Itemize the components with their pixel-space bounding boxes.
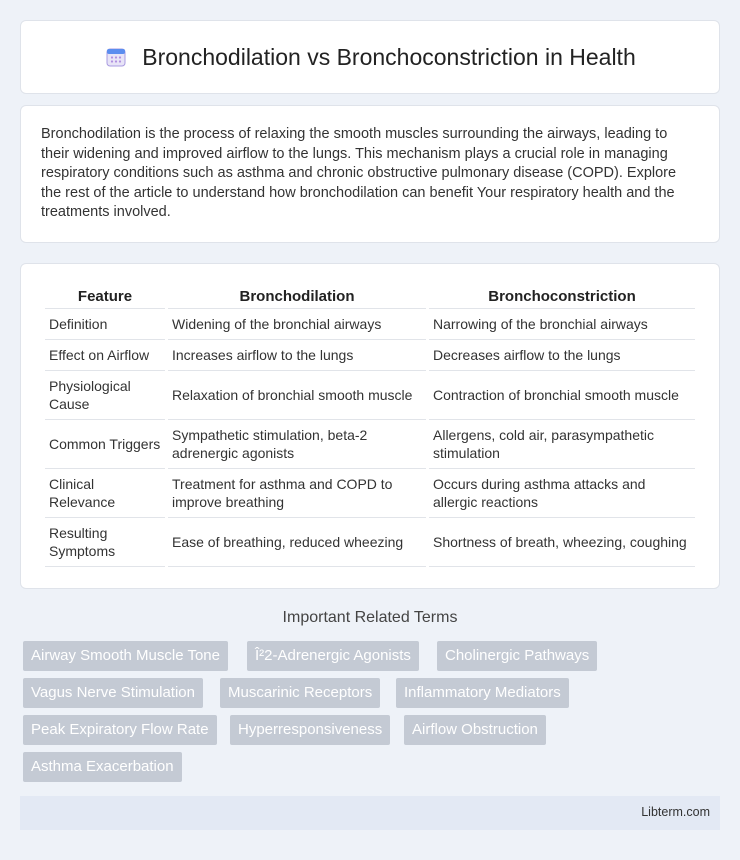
related-term-tag[interactable]: Hyperresponsiveness — [230, 715, 390, 745]
table-cell: Allergens, cold air, parasympathetic stimulation — [429, 420, 695, 469]
table-cell: Effect on Airflow — [45, 340, 165, 371]
table-cell: Clinical Relevance — [45, 469, 165, 518]
table-cell: Sympathetic stimulation, beta-2 adrenergic agonists — [168, 420, 426, 469]
table-row — [45, 340, 695, 371]
related-term-tag[interactable]: Airway Smooth Muscle Tone — [23, 641, 228, 671]
related-terms-title: Important Related Terms — [282, 609, 458, 626]
table-cell: Physiological Cause — [45, 371, 165, 420]
table-cell: Treatment for asthma and COPD to improve breathing — [168, 469, 426, 518]
table-cell: Widening of the bronchial airways — [168, 309, 426, 340]
comparison-table — [42, 286, 698, 567]
page-title: Bronchodilation vs Bronchoconstriction in Health — [142, 43, 636, 70]
related-term-tag[interactable]: Asthma Exacerbation — [23, 752, 182, 782]
column-header-bronchodilation: Bronchodilation — [168, 286, 426, 309]
related-term-tag[interactable]: Peak Expiratory Flow Rate — [23, 715, 217, 745]
table-cell: Ease of breathing, reduced wheezing — [168, 518, 426, 567]
column-header-bronchoconstriction: Bronchoconstriction — [429, 286, 695, 309]
table-cell: Increases airflow to the lungs — [168, 340, 426, 371]
related-term-tag[interactable]: Vagus Nerve Stimulation — [23, 678, 203, 708]
related-term-tag[interactable]: Inflammatory Mediators — [396, 678, 569, 708]
table-cell: Relaxation of bronchial smooth muscle — [168, 371, 426, 420]
intro-text: Bronchodilation is the process of relaxing the smooth muscles surrounding the airways, leading to their widening and improved airflow to the lungs. This mechanism plays a crucial role in managing respiratory conditions such as asthma and chronic obstructive pulmonary disease (COPD). Explore the rest of the article to understand how bronchodilation can benefit Your respiratory health and the treatments involved. — [41, 126, 677, 221]
related-term-tag[interactable]: Î²2-Adrenergic Agonists — [247, 641, 419, 671]
table-cell: Decreases airflow to the lungs — [429, 340, 695, 371]
related-term-tag[interactable]: Airflow Obstruction — [404, 715, 546, 745]
table-cell: Occurs during asthma attacks and allergic reactions — [429, 469, 695, 518]
table-cell: Common Triggers — [45, 420, 165, 469]
table-cell: Contraction of bronchial smooth muscle — [429, 371, 695, 420]
footer — [20, 796, 720, 830]
table-cell: Definition — [45, 309, 165, 340]
related-term-tag[interactable]: Muscarinic Receptors — [220, 678, 380, 708]
column-header-feature: Feature — [45, 286, 165, 309]
header-card — [20, 20, 720, 94]
table-cell: Resulting Symptoms — [45, 518, 165, 567]
comparison-table-card — [20, 263, 720, 589]
table-row — [45, 420, 695, 469]
calendar-icon — [104, 45, 128, 69]
table-row — [45, 371, 695, 420]
related-term-tag[interactable]: Cholinergic Pathways — [437, 641, 597, 671]
table-row — [45, 469, 695, 518]
footer-site-link[interactable]: Libterm.com — [641, 805, 710, 819]
intro-card — [20, 105, 720, 243]
table-row — [45, 309, 695, 340]
table-cell: Shortness of breath, wheezing, coughing — [429, 518, 695, 567]
table-row — [45, 518, 695, 567]
table-cell: Narrowing of the bronchial airways — [429, 309, 695, 340]
